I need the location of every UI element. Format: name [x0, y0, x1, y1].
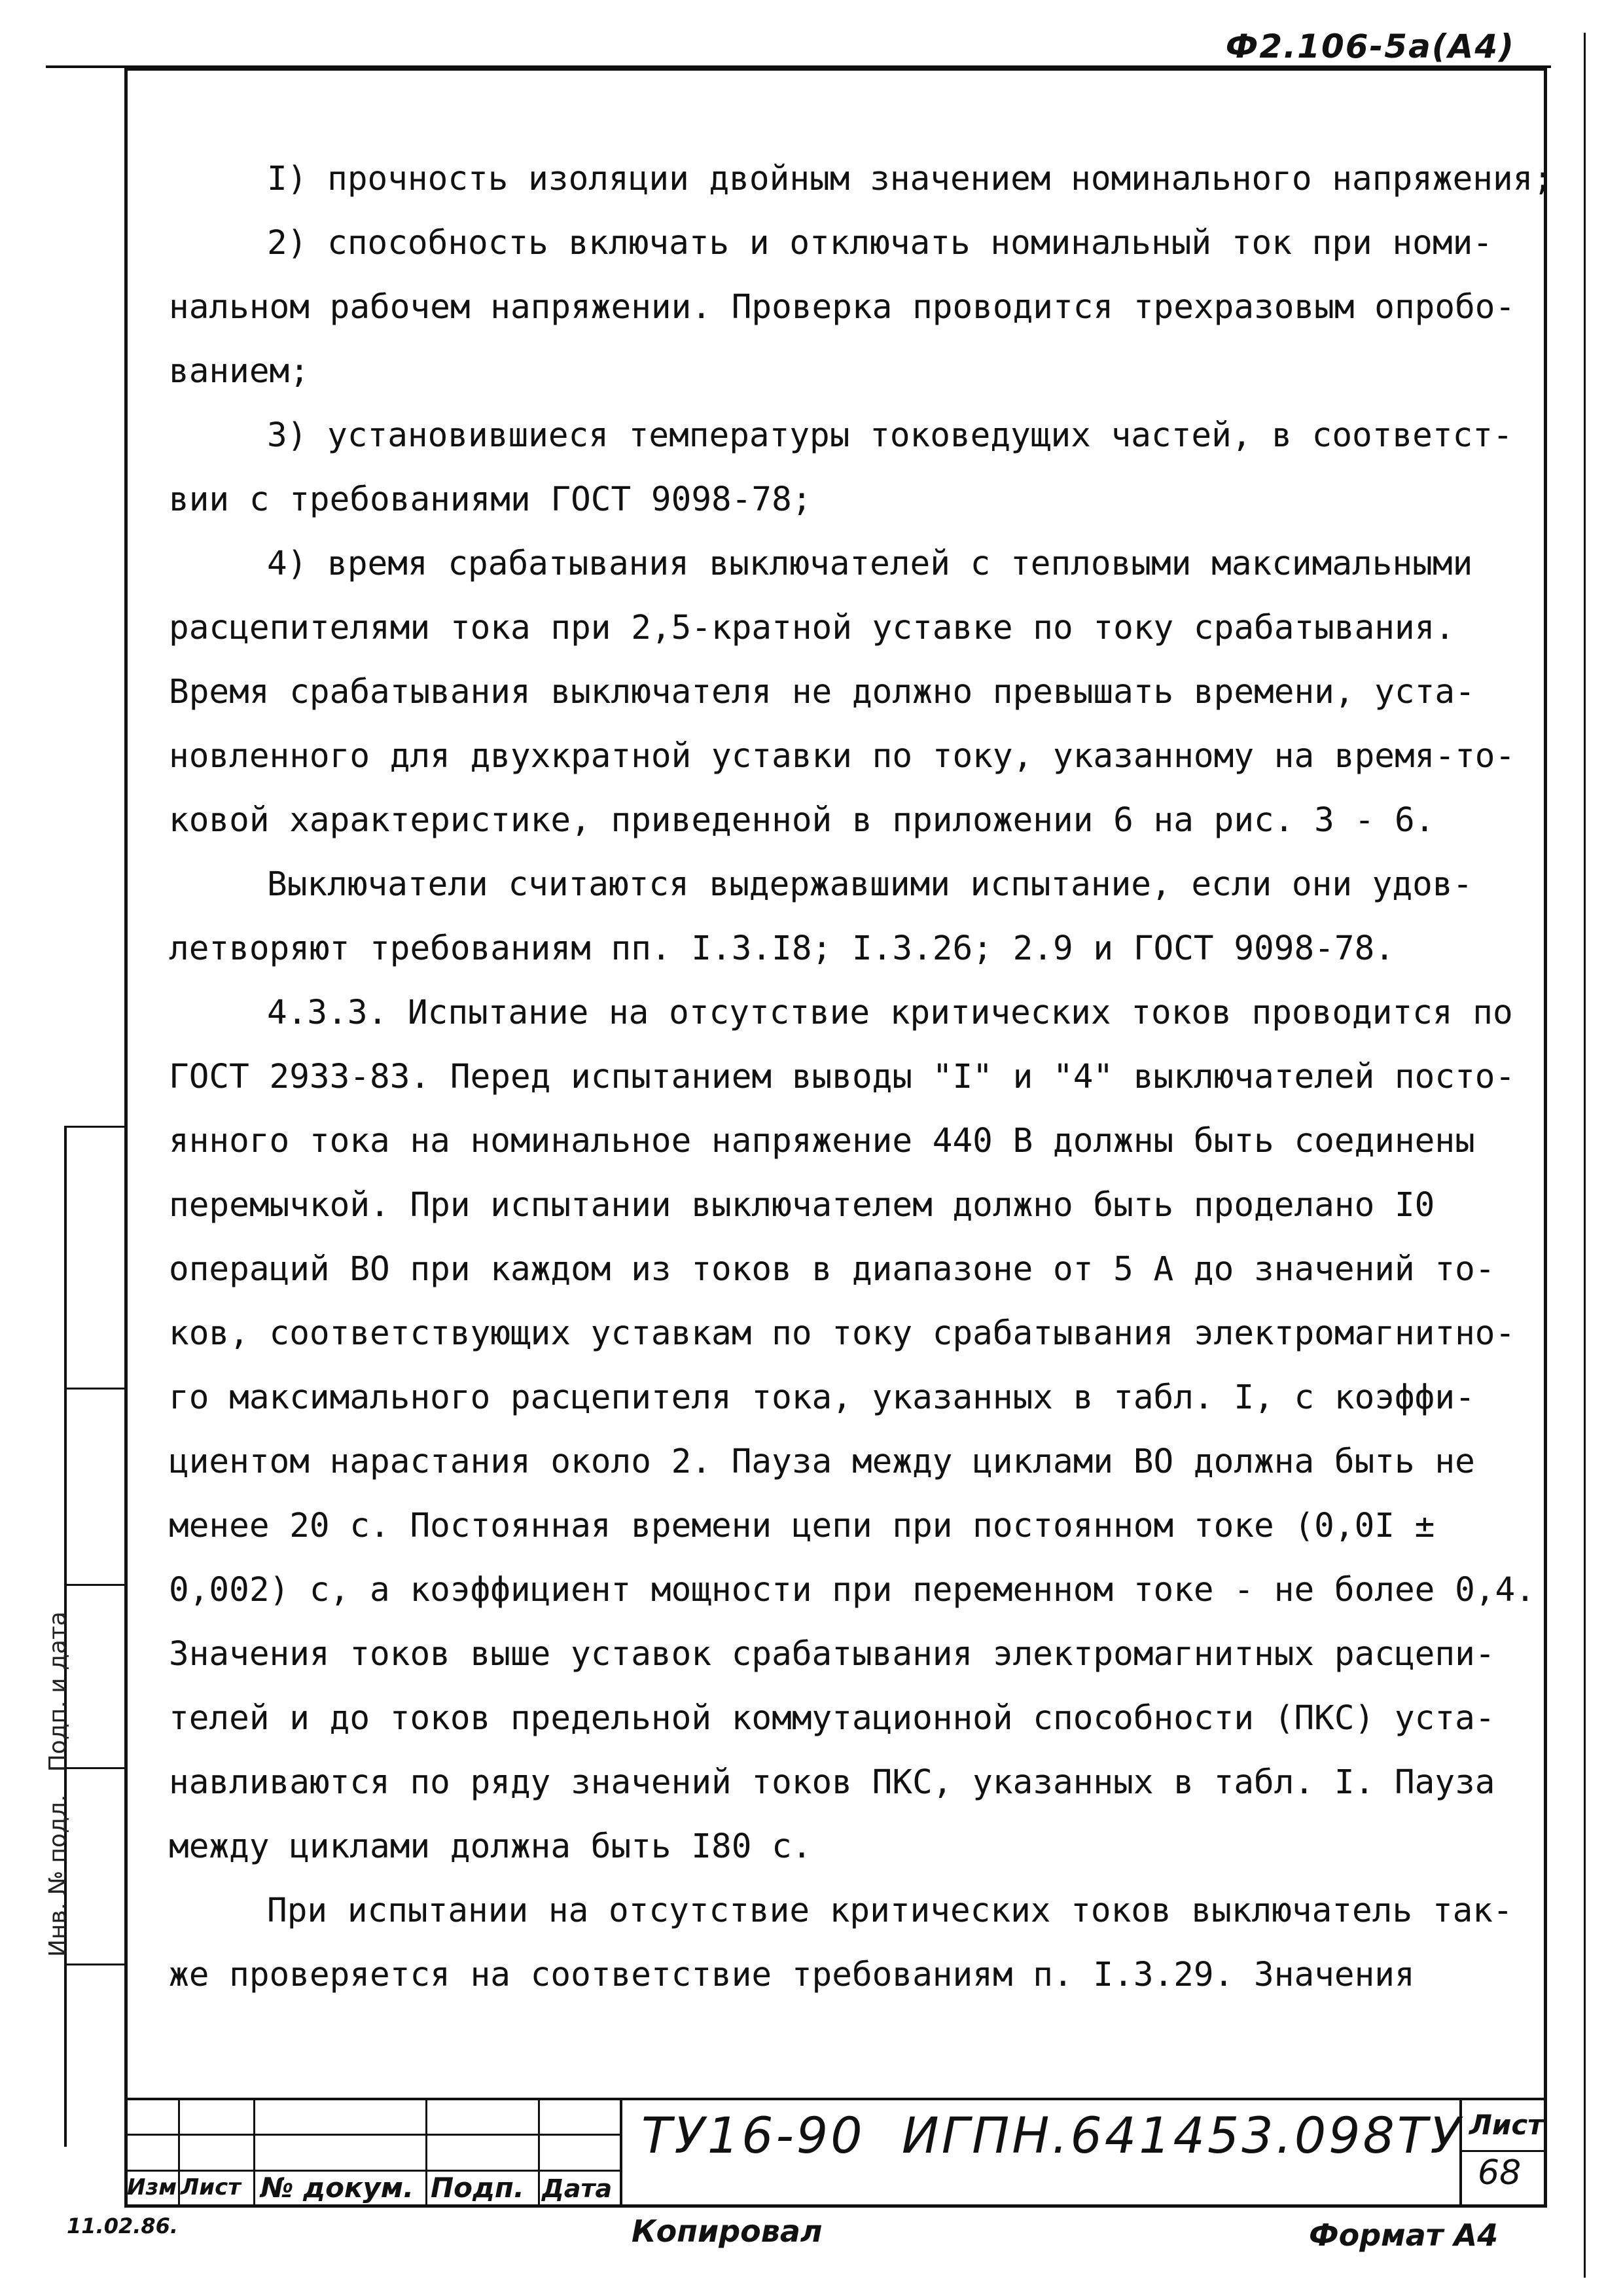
document-number: ТУ16-90 ИГПН.641453.098ТУ [641, 2106, 1463, 2164]
text-line: телей и до токов предельной коммутационной способности (ПКС) уста- [169, 1699, 1495, 1738]
text-line: 4.3.3. Испытание на отсутствие критических токов проводится по [267, 994, 1513, 1032]
text-line: 4) время срабатывания выключателей с тепловыми максимальными [267, 545, 1473, 583]
title-block-col [425, 2098, 427, 2208]
left-stamp-divider [64, 1388, 124, 1390]
sheet-label: Лист [1469, 2109, 1544, 2141]
text-line: циентом нарастания около 2. Пауза между циклами ВО должна быть не [169, 1443, 1475, 1481]
right-outer-rule [1584, 33, 1586, 2278]
text-line: Выключатели считаются выдержавшими испытание, если они удов- [267, 865, 1473, 904]
text-line: менее 20 с. Постоянная времени цепи при постоянном токе (0,0I ± [169, 1507, 1435, 1545]
text-line: 3) установившиеся температуры токоведущих частей, в соответст- [267, 416, 1513, 455]
title-block-row [1459, 2150, 1547, 2152]
text-line: навливаются по ряду значений токов ПКС, указанных в табл. I. Пауза [169, 1763, 1495, 1802]
text-line: I) прочность изоляции двойным значением номинального напряжения; [267, 160, 1554, 198]
text-line: новленного для двухкратной уставки по току, указанному на время-то- [169, 737, 1516, 776]
text-line: 0,002) с, а коэффициент мощности при переменном токе - не более 0,4. [169, 1571, 1535, 1609]
title-block-col [178, 2098, 180, 2208]
text-line: перемычкой. При испытании выключателем должно быть проделано I0 [169, 1186, 1435, 1225]
label-date: Дата [542, 2174, 613, 2203]
text-line: летворяют требованиям пп. I.3.I8; I.3.26; 2.9 и ГОСТ 9098-78. [169, 929, 1395, 968]
text-line: ванием; [169, 352, 310, 391]
document-body [169, 147, 1554, 2007]
footer-format: Формат А4 [1309, 2217, 1499, 2253]
title-block-top [124, 2098, 1547, 2100]
footer-date: 11.02.86. [67, 2214, 179, 2238]
title-block-row [124, 2134, 622, 2136]
text-line: Время срабатывания выключателя не должно превышать времени, уста- [169, 673, 1475, 711]
text-line: между циклами должна быть I80 с. [169, 1827, 812, 1866]
label-signature: Подп. [431, 2172, 524, 2204]
text-line: же проверяется на соответствие требованиям п. I.3.29. Значения [169, 1956, 1415, 1994]
text-line: расцепителями тока при 2,5-кратной уставке по току срабатывания. [169, 609, 1455, 647]
title-block-col [620, 2098, 622, 2208]
label-izm: Изм [127, 2174, 177, 2200]
left-stamp-divider [64, 1126, 124, 1128]
text-line: ков, соответствующих уставкам по току срабатывания электромагнитно- [169, 1314, 1516, 1353]
text-line: При испытании на отсутствие критических токов выключатель так- [267, 1892, 1513, 1930]
left-stamp-divider [64, 1964, 124, 1965]
text-line: Значения токов выше уставок срабатывания электромагнитных расцепи- [169, 1635, 1495, 1674]
text-line: янного тока на номинальное напряжение 440 В должны быть соединены [169, 1122, 1475, 1160]
title-block-col [253, 2098, 255, 2208]
title-block-col [538, 2098, 540, 2208]
footer-copied: Копировал [632, 2214, 823, 2249]
left-stamp-divider [64, 1584, 124, 1586]
sheet-number: 68 [1478, 2153, 1522, 2193]
text-line: операций ВО при каждом из токов в диапазоне от 5 А до значений то- [169, 1250, 1495, 1289]
text-line: вии с требованиями ГОСТ 9098-78; [169, 480, 812, 519]
form-code: Ф2.106-5а(А4) [1225, 27, 1515, 65]
text-line: 2) способность включать и отключать номинальный ток при номи- [267, 224, 1493, 262]
text-line: нальном рабочем напряжении. Проверка проводится трехразовым опробо- [169, 288, 1516, 327]
text-line: ковой характеристике, приведенной в приложении 6 на рис. 3 - 6. [169, 801, 1435, 840]
side-stamp-label: Инв. № подл. Подп. и дата [45, 1611, 71, 1957]
left-stamp-divider [64, 1767, 124, 1769]
label-doc-number: № докум. [260, 2172, 414, 2204]
label-list: Лист [181, 2174, 241, 2200]
text-line: го максимального расцепителя тока, указанных в табл. I, с коэффи- [169, 1378, 1475, 1417]
text-line: ГОСТ 2933-83. Перед испытанием выводы "I" и "4" выключателей посто- [169, 1058, 1516, 1096]
